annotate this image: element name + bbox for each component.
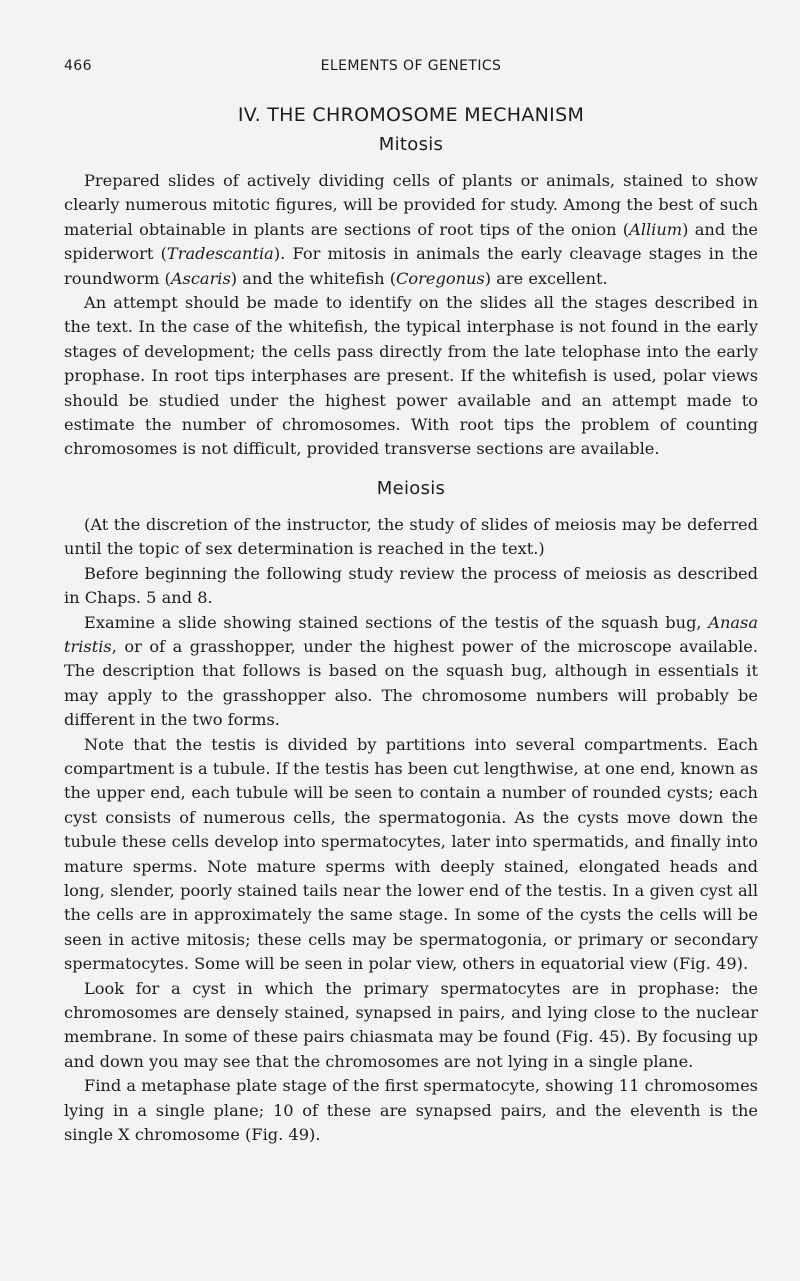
text-run: ) are excellent. [484, 268, 608, 288]
meiosis-paragraph-4: Note that the testis is divided by partitions into several compartments. Each compartment is a tubule. If the testis has been cut lengthwise, at one end, known as the upper end, each tubule will be seen to contain a number of rounded cysts; each cyst consists of numerous cells, the spermatogonia. As the cysts move down the tubule these cells develop into spermatocytes, later into spermatids, and finally into mature sperms. Note mature sperms with deeply stained, elongated heads and long, slender, poorly stained tails near the lower end of the testis. In a given cyst all the cells are in approximately the same stage. In some of the cysts the cells will be seen in active mitosis; these cells may be spermatogonia, or primary or secondary spermatocytes. Some will be seen in polar view, others in equatorial view (Fig. 49). [64, 734, 758, 974]
meiosis-paragraph-6: Find a metaphase plate stage of the first spermatocyte, showing 11 chromosomes lying in a single plane; 10 of these are synapsed pairs, and the eleventh is the single X chromosome (Fig. 49). [64, 1076, 758, 1145]
page [64, 58, 758, 1147]
mitosis-heading: Mitosis [378, 134, 444, 155]
text-run: Prepared slides of actively dividing cells of plants or animals, stained to show clearly numerous mitotic figures, will be provided for study. Among the best of such material obtainable in plants are sections of root tips of the onion ( [64, 171, 758, 239]
meiosis-heading: Meiosis [376, 477, 446, 499]
taxon-name: Ascaris [170, 268, 231, 288]
running-head [64, 58, 758, 74]
mitosis-paragraph-2: An attempt should be made to identify on the slides all the stages described in the text. In the case of the whitefish, the typical interphase is not found in the early stages of development; the cells pass directly from the late telophase into the early prophase. In root tips interphases are present. If the whitefish is used, polar views should be studied under the highest power available and an attempt made to estimate the number of chromosomes. With root tips the problem of counting chromosomes is not difficult, provided transverse sections are available. [64, 293, 758, 459]
meiosis-paragraph-2: Before beginning the following study review the process of meiosis as described in Chaps. 5 and 8. [64, 563, 758, 608]
text-run: Examine a slide showing stained sections of the testis of the squash bug, [84, 612, 709, 632]
section-title: IV. THE CHROMOSOME MECHANISM [237, 104, 585, 126]
text-run: ) and the spiderwort ( [64, 219, 758, 264]
taxon-name: Anasa tristis [64, 612, 758, 656]
meiosis-paragraph-1: (At the discretion of the instructor, the study of slides of meiosis may be deferred until the topic of sex determination is reached in the text.) [64, 514, 758, 559]
taxon-name: Coregonus [396, 268, 485, 288]
taxon-name: Allium [629, 219, 683, 239]
meiosis-paragraph-5: Look for a cyst in which the primary spermatocytes are in prophase: the chromosomes are densely stained, synapsed in pairs, and lying close to the nuclear membrane. In some of these pairs chiasmata may be found (Fig. 45). By focusing up and down you may see that the chromosomes are not lying in a single plane. [64, 978, 758, 1071]
taxon-name: Tradescantia [166, 244, 274, 264]
text-run: , or of a grasshopper, under the highest power of the microscope available. The description that follows is based on the squash bug, although in essentials it may apply to the grasshopper also. The chromosome numbers will probably be different in the two forms. [64, 636, 758, 730]
book-title: ELEMENTS OF GENETICS [320, 58, 502, 74]
page-number: 466 [64, 58, 92, 74]
text-run: ). For mitosis in animals the early cleavage stages in the roundworm ( [64, 244, 758, 288]
mitosis-paragraph-1 [64, 169, 758, 291]
meiosis-paragraph-3 [64, 611, 758, 733]
text-run: ) and the whitefish ( [230, 268, 397, 288]
